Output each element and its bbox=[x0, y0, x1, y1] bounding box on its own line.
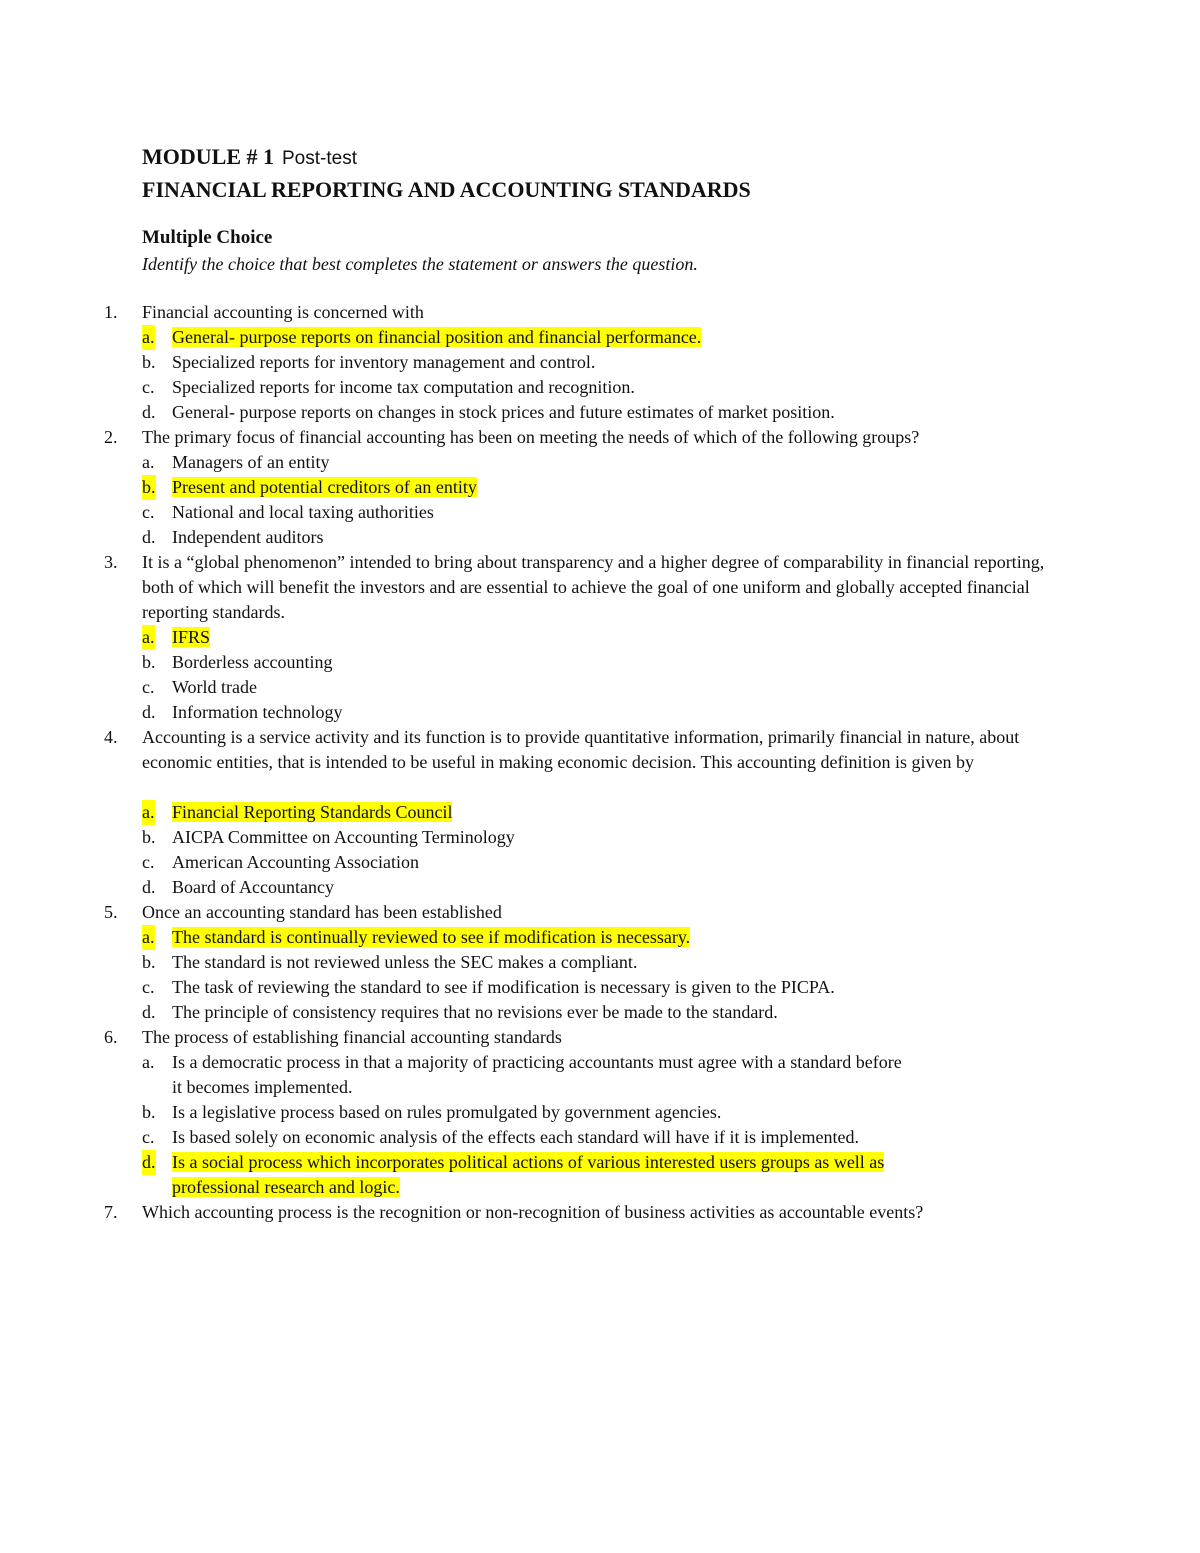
choice-letter: b. bbox=[142, 1102, 156, 1122]
choice-letter: d. bbox=[142, 1002, 156, 1022]
question-item bbox=[100, 1200, 1060, 1225]
question-number: 3. bbox=[104, 552, 118, 572]
answer-choice bbox=[142, 525, 872, 550]
answer-choice bbox=[142, 350, 872, 375]
answer-choice bbox=[142, 675, 872, 700]
choice-letter: a. bbox=[142, 625, 155, 650]
choice-text: American Accounting Association bbox=[172, 852, 419, 872]
choice-text: Borderless accounting bbox=[172, 652, 333, 672]
choice-letter: a. bbox=[142, 925, 155, 950]
answer-choice bbox=[142, 975, 900, 1000]
section-heading: Multiple Choice bbox=[142, 227, 273, 248]
answer-choice-highlighted bbox=[142, 325, 872, 350]
question-item bbox=[100, 725, 1060, 900]
choice-text: Is based solely on economic analysis of the effects each standard will have if it is implemented. bbox=[172, 1127, 859, 1147]
question-item bbox=[100, 1025, 1060, 1200]
choice-letter: b. bbox=[142, 827, 156, 847]
choice-letter: d. bbox=[142, 877, 156, 897]
choice-text: Present and potential creditors of an entity bbox=[172, 477, 477, 497]
answer-choice bbox=[142, 400, 892, 425]
question-stem: The process of establishing financial accounting standards bbox=[142, 1027, 562, 1047]
answer-choice bbox=[142, 850, 872, 875]
choice-text: The standard is continually reviewed to see if modification is necessary. bbox=[172, 927, 691, 947]
choice-letter: a. bbox=[142, 800, 155, 825]
answer-choice bbox=[142, 1000, 932, 1025]
answer-choice bbox=[142, 1100, 912, 1125]
choice-list bbox=[142, 625, 1060, 725]
question-number: 4. bbox=[104, 727, 118, 747]
answer-choice bbox=[142, 500, 872, 525]
choice-list bbox=[142, 1050, 1060, 1200]
answer-choice bbox=[142, 375, 872, 400]
answer-choice bbox=[142, 1125, 882, 1150]
choice-letter: c. bbox=[142, 502, 155, 522]
choice-text: Specialized reports for income tax computation and recognition. bbox=[172, 377, 635, 397]
question-list bbox=[100, 300, 1060, 1225]
choice-text: The task of reviewing the standard to see if modification is necessary is given to the PICPA. bbox=[172, 977, 835, 997]
question-stem: Once an accounting standard has been established bbox=[142, 902, 502, 922]
choice-letter: c. bbox=[142, 852, 155, 872]
post-test-label: Post-test bbox=[282, 148, 357, 169]
module-heading bbox=[142, 143, 751, 173]
choice-letter: c. bbox=[142, 977, 155, 997]
question-number: 2. bbox=[104, 427, 118, 447]
answer-choice bbox=[142, 950, 872, 975]
choice-text: Is a legislative process based on rules promulgated by government agencies. bbox=[172, 1102, 722, 1122]
choice-text: National and local taxing authorities bbox=[172, 502, 434, 522]
answer-choice bbox=[142, 875, 872, 900]
document-header bbox=[142, 143, 751, 277]
choice-letter: d. bbox=[142, 702, 156, 722]
answer-choice bbox=[142, 450, 872, 475]
question-stem: Accounting is a service activity and its function is to provide quantitative information, primarily financial in nature, about economic entities, that is intended to be useful in making economic decision. This accounting definition is given by bbox=[142, 727, 1020, 772]
answer-choice bbox=[142, 1050, 912, 1100]
question-stem: Which accounting process is the recognition or non-recognition of business activities as accountable events? bbox=[142, 1202, 924, 1222]
instructions: Identify the choice that best completes the statement or answers the question. bbox=[142, 254, 698, 274]
choice-letter: d. bbox=[142, 1150, 156, 1175]
question-number: 7. bbox=[104, 1202, 118, 1222]
choice-letter: b. bbox=[142, 352, 156, 372]
question-item bbox=[100, 550, 1060, 725]
choice-list bbox=[142, 325, 1060, 425]
choice-list bbox=[142, 925, 1060, 1025]
document-title: FINANCIAL REPORTING AND ACCOUNTING STANDARDS bbox=[142, 177, 751, 202]
choice-text: Board of Accountancy bbox=[172, 877, 334, 897]
choice-text: Is a democratic process in that a majority of practicing accountants must agree with a standard before it becomes implemented. bbox=[172, 1052, 902, 1097]
answer-choice-highlighted bbox=[142, 625, 872, 650]
answer-choice bbox=[142, 650, 872, 675]
question-stem: Financial accounting is concerned with bbox=[142, 302, 424, 322]
choice-text: Is a social process which incorporates political actions of various interested users groups as well as professional research and logic. bbox=[172, 1152, 885, 1197]
question-stem: It is a “global phenomenon” intended to bring about transparency and a higher degree of comparability in financial reporting, both of which will benefit the investors and are essential to achieve the goal of one uniform and globally accepted financial reporting standards. bbox=[142, 552, 1045, 622]
answer-choice-highlighted bbox=[142, 1150, 947, 1200]
choice-letter: a. bbox=[142, 1052, 155, 1072]
question-number: 1. bbox=[104, 302, 118, 322]
choice-letter: a. bbox=[142, 452, 155, 472]
answer-choice-highlighted bbox=[142, 800, 872, 825]
choice-list bbox=[142, 800, 1060, 900]
blank-line bbox=[142, 775, 1060, 800]
module-label: MODULE # 1 bbox=[142, 144, 274, 169]
question-item bbox=[100, 425, 1060, 550]
choice-text: General- purpose reports on financial position and financial performance. bbox=[172, 327, 702, 347]
question-stem: The primary focus of financial accounting has been on meeting the needs of which of the following groups? bbox=[142, 427, 920, 447]
choice-text: General- purpose reports on changes in stock prices and future estimates of market position. bbox=[172, 402, 835, 422]
choice-letter: b. bbox=[142, 475, 156, 500]
choice-text: Independent auditors bbox=[172, 527, 324, 547]
choice-text: AICPA Committee on Accounting Terminology bbox=[172, 827, 515, 847]
choice-letter: a. bbox=[142, 325, 155, 350]
choice-letter: b. bbox=[142, 952, 156, 972]
answer-choice-highlighted bbox=[142, 475, 872, 500]
choice-text: The principle of consistency requires that no revisions ever be made to the standard. bbox=[172, 1002, 778, 1022]
question-item bbox=[100, 900, 1060, 1025]
choice-text: World trade bbox=[172, 677, 258, 697]
question-number: 6. bbox=[104, 1027, 118, 1047]
answer-choice bbox=[142, 825, 872, 850]
choice-text: IFRS bbox=[172, 627, 211, 647]
choice-letter: c. bbox=[142, 1127, 155, 1147]
answer-choice-highlighted bbox=[142, 925, 872, 950]
choice-list bbox=[142, 450, 1060, 550]
choice-letter: c. bbox=[142, 377, 155, 397]
choice-text: Specialized reports for inventory management and control. bbox=[172, 352, 596, 372]
choice-letter: c. bbox=[142, 677, 155, 697]
choice-letter: b. bbox=[142, 652, 156, 672]
choice-letter: d. bbox=[142, 402, 156, 422]
choice-text: Managers of an entity bbox=[172, 452, 330, 472]
choice-text: Financial Reporting Standards Council bbox=[172, 802, 453, 822]
question-item bbox=[100, 300, 1060, 425]
question-number: 5. bbox=[104, 902, 118, 922]
choice-text: Information technology bbox=[172, 702, 343, 722]
choice-letter: d. bbox=[142, 527, 156, 547]
choice-text: The standard is not reviewed unless the SEC makes a compliant. bbox=[172, 952, 638, 972]
answer-choice bbox=[142, 700, 872, 725]
